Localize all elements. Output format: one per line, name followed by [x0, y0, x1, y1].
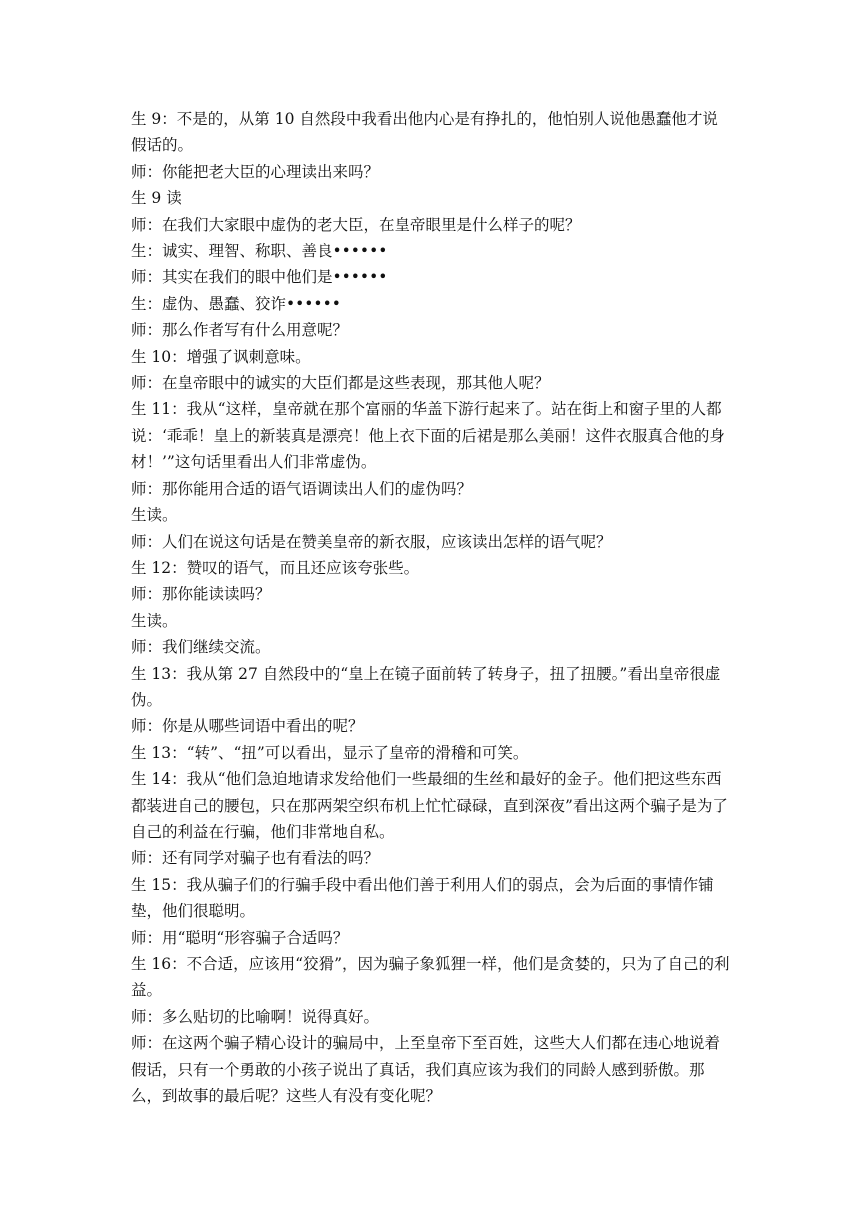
paragraph-12: 师：那你能用合适的语气语调读出人们的虚伪吗？: [131, 479, 473, 498]
paragraph-4: 师：在我们大家眼中虚伪的老大臣，在皇帝眼里是什么样子的呢？: [131, 215, 581, 234]
paragraph-17: 生读。: [131, 611, 178, 630]
paragraph-22: 生 14：我从“他们急迫地请求发给他们一些最细的生丝和最好的金子。他们把这些东西都装进自己的腰包，只在那两架空织布机上忙忙碌碌，直到深夜”看出这两个骗子是为了自己的利益在行骗，他们非常地自私。: [131, 770, 728, 841]
paragraph-8: 师：那么作者写有什么用意呢？: [131, 321, 349, 340]
paragraph-19: 生 13：我从第 27 自然段中的“皇上在镜子面前转了转身子，扭了扭腰。”看出皇帝很虚伪。: [131, 664, 721, 709]
paragraph-2: 师：你能把老大臣的心理读出来吗？: [131, 162, 380, 181]
paragraph-23: 师：还有同学对骗子也有看法的吗？: [131, 849, 380, 868]
paragraph-6: 师：其实在我们的眼中他们是••••••: [131, 268, 388, 287]
paragraph-21: 生 13：“转”、“扭”可以看出，显示了皇帝的滑稽和可笑。: [131, 743, 529, 762]
paragraph-27: 师：多么贴切的比喻啊！说得真好。: [131, 1007, 380, 1026]
document-page: [131, 106, 731, 1109]
paragraph-10: 师：在皇帝眼中的诚实的大臣们都是这些表现，那其他人呢？: [131, 374, 550, 393]
paragraph-1: 生 9：不是的，从第 10 自然段中我看出他内心是有挣扎的，他怕别人说他愚蠢他才说假话的。: [131, 110, 718, 155]
paragraph-14: 师：人们在说这句话是在赞美皇帝的新衣服，应该读出怎样的语气呢？: [131, 532, 612, 551]
paragraph-26: 生 16：不合适，应该用“狡猾”，因为骗子象狐狸一样，他们是贪婪的，只为了自己的利益。: [131, 955, 730, 1000]
paragraph-15: 生 12：赞叹的语气，而且还应该夸张些。: [131, 558, 420, 577]
paragraph-16: 师：那你能读读吗？: [131, 585, 271, 604]
paragraph-28: 师：在这两个骗子精心设计的骗局中，上至皇帝下至百姓，这些大人们都在违心地说着假话，只有一个勇敢的小孩子说出了真话，我们真应该为我们的同龄人感到骄傲。那么，到故事的最后呢？这些人有没有变化呢？: [131, 1034, 721, 1106]
paragraph-25: 师：用“聪明“形容骗子合适吗？: [131, 928, 349, 947]
paragraph-5: 生：诚实、理智、称职、善良••••••: [131, 242, 388, 261]
paragraph-11: 生 11：我从“这样，皇帝就在那个富丽的华盖下游行起来了。站在街上和窗子里的人都说：‘乖乖！皇上的新装真是漂亮！他上衣下面的后裙是那么美丽！这件衣服真合他的身材！’”这句话里看出人们非常虚伪。: [131, 400, 725, 472]
paragraph-7: 生：虚伪、愚蠢、狡诈••••••: [131, 294, 341, 313]
paragraph-13: 生读。: [131, 506, 178, 525]
paragraph-20: 师：你是从哪些词语中看出的呢？: [131, 717, 364, 736]
paragraph-3: 生 9 读: [131, 189, 182, 208]
paragraph-24: 生 15：我从骗子们的行骗手段中看出他们善于利用人们的弱点，会为后面的事情作铺垫，他们很聪明。: [131, 875, 714, 921]
paragraph-18: 师：我们继续交流。: [131, 638, 271, 657]
paragraph-9: 生 10：增强了讽刺意味。: [131, 347, 311, 366]
